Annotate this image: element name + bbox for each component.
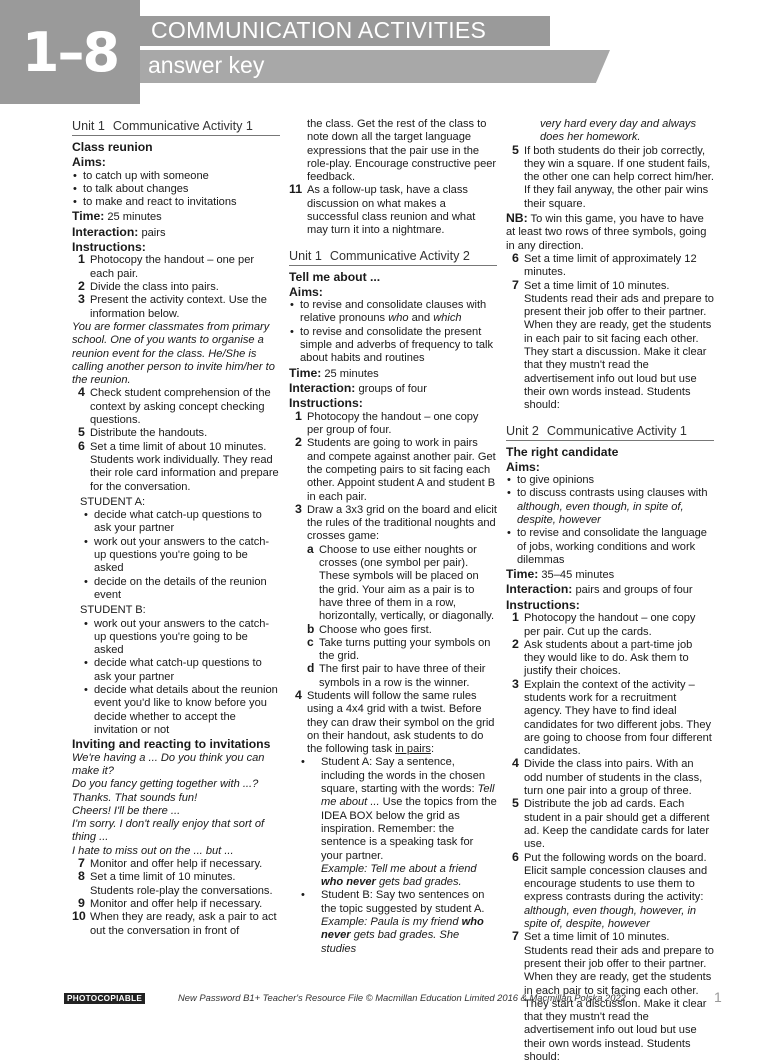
step-item: 5 Distribute the job ad cards. Each student in a pair should get a different ad. Keep the candidate cards for later use. bbox=[512, 796, 710, 851]
student-a-item: • work out your answers to the catch-up questions you're going to be asked bbox=[72, 536, 280, 576]
aim-item: • to revise and consolidate clauses with relative pronouns who and which bbox=[289, 299, 497, 326]
units-range: 1–8 bbox=[21, 20, 119, 84]
aim-item: • to discuss contrasts using clauses with although, even though, in spite of, despite, however bbox=[506, 487, 714, 527]
time-line: Time: 25 minutes bbox=[289, 365, 379, 380]
interaction-line: Interaction: pairs and groups of four bbox=[506, 582, 693, 597]
step-item: 1 Photocopy the handout – one per each pair. bbox=[78, 252, 255, 280]
step-item: 3 Present the activity context. Use the information below. bbox=[78, 292, 267, 320]
rule-item: c Take turns putting your symbols on the grid. bbox=[307, 634, 491, 663]
interaction-line: Interaction: pairs bbox=[72, 224, 166, 239]
step-item: 4 Divide the class into pairs. With an odd number of students in the class, turn one pair into a group of three. bbox=[512, 756, 703, 798]
aims-label: Aims: bbox=[289, 284, 323, 299]
interaction-line: Interaction: groups of four bbox=[289, 380, 427, 395]
step-item: 4 Check student comprehension of the context by asking concept checking questions. bbox=[78, 385, 271, 427]
student-b-item: • work out your answers to the catch-up questions you're going to be asked bbox=[72, 618, 280, 658]
step-item: 6 Put the following words on the board. Elicit sample concession clauses and encourage students to use them to express contrasts during the activity: although, even though, however, in spite of, despite, however bbox=[512, 849, 708, 931]
step-item: 2 Ask students about a part-time job they would like to do. Ask them to justify their choices. bbox=[512, 636, 693, 678]
time-line: Time: 25 minutes bbox=[72, 209, 162, 224]
student-b-label: STUDENT B: bbox=[80, 604, 146, 617]
phrase: We're having a ... Do you think you can make it? bbox=[72, 751, 265, 777]
student-b-task: • Student B: Say two sentences on the topic suggested by student A. Example: Paula is my friend who never gets bad grades. She studies bbox=[289, 889, 497, 955]
phrase: Cheers! I'll be there ... bbox=[72, 804, 181, 817]
unit-heading: Unit 1 Communicative Activity 1 bbox=[72, 118, 280, 136]
step-item: 2 Divide the class into pairs. bbox=[78, 279, 219, 294]
step-item: 3 Explain the context of the activity – students work for a recruitment agency. They have to find ideal candidates for two different jobs. They are going to choose from four different candidates. bbox=[512, 676, 712, 758]
rule-item: a Choose to use either noughts or crosses (one symbol per pair). These symbols will be placed on the grid. Your aim as a pair is to have three of them in a row, horizontally, vertically, or diagonally. bbox=[307, 541, 495, 623]
phrase: I hate to miss out on the ... but ... bbox=[72, 844, 234, 857]
column-2 bbox=[289, 118, 497, 956]
aim-item: • to revise and consolidate the language of jobs, working conditions and work dilemmas bbox=[506, 527, 714, 567]
phrase: Do you fancy getting together with ...? bbox=[72, 778, 259, 791]
step-item: 9 Monitor and offer help if necessary. bbox=[78, 895, 263, 910]
time-line: Time: 35–45 minutes bbox=[506, 567, 615, 582]
step-item: 1 Photocopy the handout – one copy per pair. Cut up the cards. bbox=[512, 610, 696, 638]
rule-item: b Choose who goes first. bbox=[307, 621, 432, 636]
student-a-label: STUDENT A: bbox=[80, 495, 146, 508]
rule-item: d The first pair to have three of their symbols in a row is the winner. bbox=[307, 661, 486, 689]
photocopiable-badge: PHOTOCOPIABLE bbox=[64, 993, 145, 1004]
student-a-task: • Student A: Say a sentence, including the words in the chosen square, starting with the words: Tell me about ... Use the topics from the IDEA BOX below the grid as inspiration. Remember: the sentence is a speaking task for your partner. Example: Tell me about a friend who never gets bad grades. bbox=[289, 756, 497, 889]
aim-item: • to revise and consolidate the present simple and adverbs of frequency to talk about habits and routines bbox=[289, 326, 497, 366]
continued-text: very hard every day and always does her homework. bbox=[540, 118, 697, 144]
nb-note: NB: To win this game, you have to have at least two rows of three symbols, going in any direction. bbox=[506, 211, 707, 252]
student-b-item: • decide what catch-up questions to ask your partner bbox=[72, 657, 280, 684]
step-item: 1 Photocopy the handout – one copy per group of four. bbox=[295, 408, 479, 437]
page-title: COMMUNICATION ACTIVITIES bbox=[151, 17, 487, 43]
page-subtitle: answer key bbox=[148, 52, 265, 78]
aims-label: Aims: bbox=[506, 459, 540, 474]
step-item: 8 Set a time limit of 10 minutes. Students role-play the conversations. bbox=[78, 869, 273, 897]
instructions-label: Instructions: bbox=[72, 239, 146, 254]
student-a-item: • decide what catch-up questions to ask your partner bbox=[72, 509, 280, 536]
step-item: 7 Set a time limit of 10 minutes. Students read their ads and prepare to present their job offer to their partner. When they are ready, get the students in each pair to sit facing each other. They start a discussion. Make it clear that they mustn't read the advertisement info out loud but use their own words instead. Students should: bbox=[512, 929, 714, 1063]
activity-title: Tell me about ... bbox=[289, 269, 381, 284]
step-item: 4 Students will follow the same rules using a 4x4 grid with a twist. Before they can draw their symbol on the grid on their handout, ask students to do the following task in pairs: bbox=[295, 687, 495, 756]
phrase: Thanks. That sounds fun! bbox=[72, 791, 198, 804]
column-1 bbox=[72, 118, 280, 938]
step-item: 5 If both students do their job correctly, they win a square. If one student fails, the other one can help correct him/her. If they fail anyway, the other pair wins their square. bbox=[512, 142, 714, 210]
step-item: 3 Draw a 3x3 grid on the board and elicit the rules of the traditional noughts and crosses game: bbox=[295, 501, 497, 543]
instructions-label: Instructions: bbox=[506, 597, 580, 612]
page-number: 1 bbox=[714, 989, 722, 1005]
student-b-item: • decide what details about the reunion event you'd like to know before you decide whether to accept the invitation or not bbox=[72, 684, 280, 737]
step-item: 2 Students are going to work in pairs and compete against another pair. Get the competing pairs to sit facing each other. Appoint student A and student B in each pair. bbox=[295, 435, 496, 503]
step-item: 6 Set a time limit of approximately 12 minutes. bbox=[512, 250, 697, 279]
aim-item: • to make and react to invitations bbox=[72, 196, 280, 209]
step-item: 6 Set a time limit of about 10 minutes. Students work individually. They read their role card information and prepare for the conversation. bbox=[78, 438, 279, 493]
copyright-text: New Password B1+ Teacher's Resource File © Macmillan Education Limited 2016 & Macmillan Polska 2022 bbox=[178, 992, 626, 1003]
aim-item: • to talk about changes bbox=[72, 183, 280, 196]
unit-heading: Unit 1 Communicative Activity 2 bbox=[289, 248, 497, 266]
activity-title: The right candidate bbox=[506, 444, 619, 459]
aim-item: • to catch up with someone bbox=[72, 170, 280, 183]
continued-text: the class. Get the rest of the class to note down all the target language expressions that the pair use in the role-play. Encourage constructive peer feedback. bbox=[307, 118, 497, 184]
instructions-label: Instructions: bbox=[289, 396, 363, 411]
unit-heading: Unit 2 Communicative Activity 1 bbox=[506, 423, 714, 441]
aims-label: Aims: bbox=[72, 155, 106, 169]
student-a-item: • decide on the details of the reunion event bbox=[72, 576, 280, 603]
step-item: 5 Distribute the handouts. bbox=[78, 425, 208, 440]
step-item: 10 When they are ready, ask a pair to act out the conversation in front of bbox=[72, 909, 277, 937]
step-item: 7 Set a time limit of 10 minutes. Students read their ads and prepare to present their job offer to their partner. When they are ready, get the students in each pair to sit facing each other. They start a discussion. Make it clear that they mustn't read the advertisement info out loud but use their own words instead. Students should: bbox=[512, 277, 714, 412]
aim-item: • to give opinions bbox=[506, 474, 714, 487]
column-3 bbox=[506, 118, 714, 1064]
step-item: 7 Monitor and offer help if necessary. bbox=[78, 856, 263, 871]
activity-title: Class reunion bbox=[72, 140, 153, 154]
step-item: 11 As a follow-up task, have a class discussion on what makes a successful class reunion and what may turn it into a nightmare. bbox=[289, 182, 476, 237]
phrases-heading: Inviting and reacting to invitations bbox=[72, 737, 271, 752]
phrase: I'm sorry. I don't really enjoy that sort of thing ... bbox=[72, 818, 265, 844]
context-text: You are former classmates from primary school. One of you wants to organise a reunion event for the class. He/She is calling another person to invite him/her to the reunion. bbox=[72, 320, 275, 387]
